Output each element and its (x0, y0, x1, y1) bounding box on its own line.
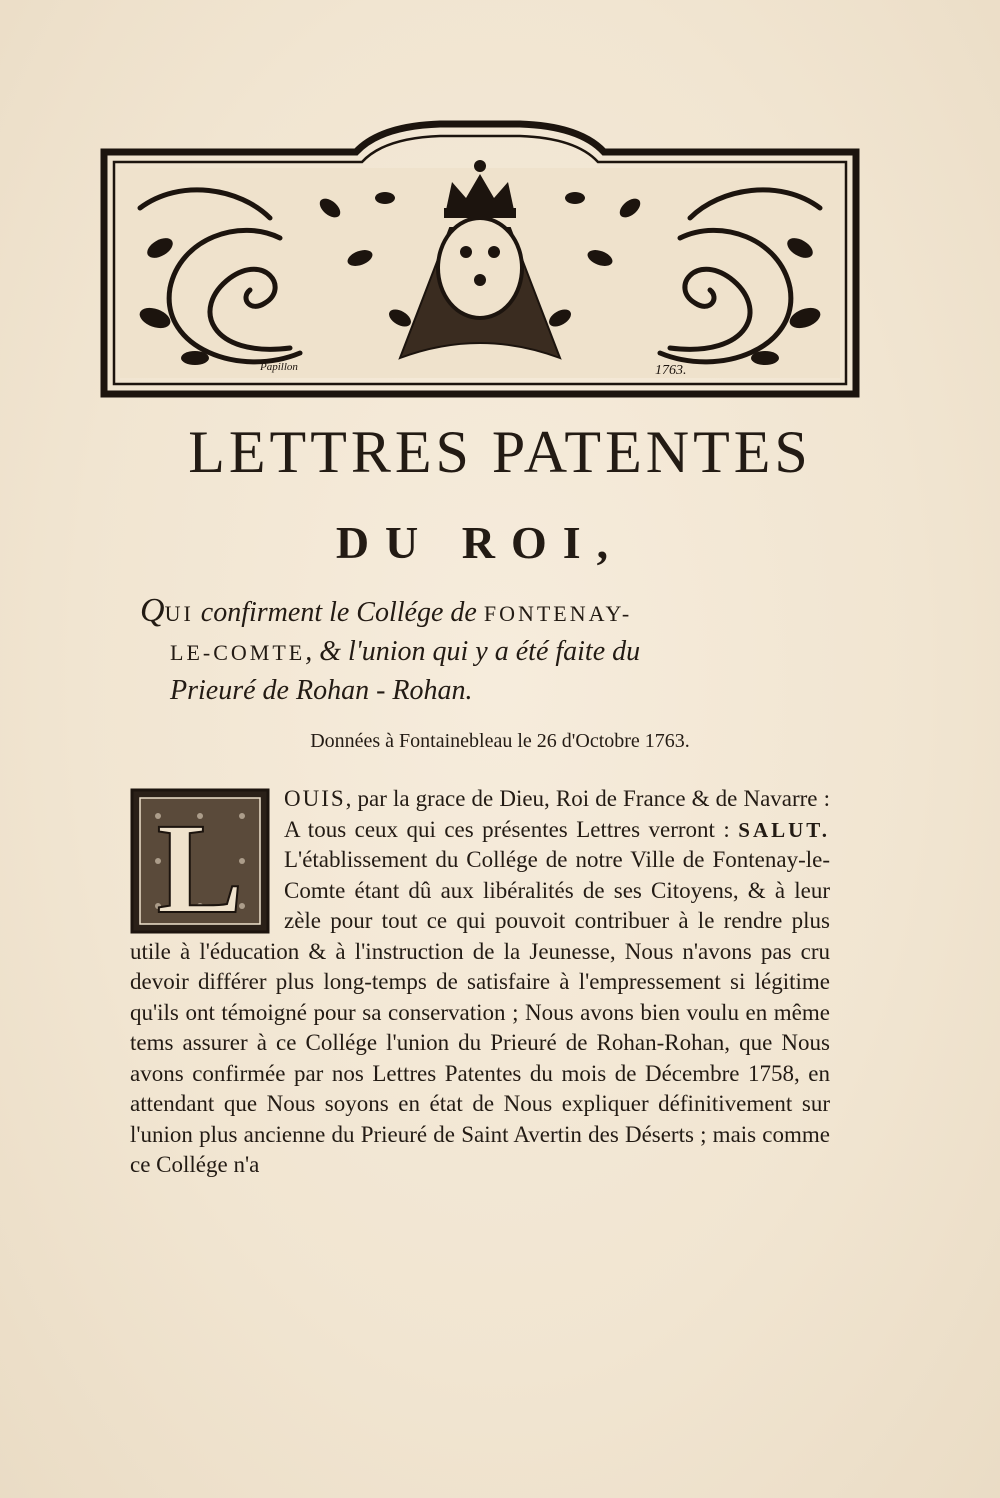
dropcap-letter: L (156, 797, 244, 934)
ornamental-headpiece (100, 118, 860, 398)
body-paragraph: OUIS, par la grace de Dieu, Roi de France & de Navarre : A tous ceux qui ces présentes Lettres verront : SALUT. L'établissement du Collége de notre Ville de Fontenay-le-Comte étant dû aux libéralités de ses Citoyens, & à leur zèle pour tout ce qui pouvoit contribuer à le rendre plus utile à l'éducation & à l'instruction de la Jeunesse, Nous n'avons pas cru devoir différer plus long-temps de satisfaire à l'empressement si légitime qu'ils ont témoigné pour sa conservation ; Nous avons bien voulu en même tems assurer à ce Collége l'union du Prieuré de Rohan-Rohan, que Nous avons confirmée par nos Lettres Patentes du mois de Décembre 1758, en attendant que Nous soyons en état de Nous expliquer définitivement sur l'union plus ancienne du Prieuré de Saint Avertin des Déserts ; mais comme ce Collége n'a (130, 786, 830, 1177)
crown-and-arms-engraving (100, 118, 860, 398)
document-title: LETTRES PATENTES (188, 419, 812, 485)
engraver-signature: Papillon (260, 361, 298, 373)
subtitle-line-3: Prieuré de Rohan - Rohan. (170, 675, 473, 706)
ornamental-dropcap (130, 788, 270, 934)
body-text (130, 784, 830, 1181)
document-subtitle-roi: DU ROI, (335, 517, 625, 568)
subtitle-line-2: LE-COMTE, & l'union qui y a été faite du (170, 636, 641, 667)
subtitle-line-1: QUI confirment le Collége de FONTENAY- (140, 592, 633, 629)
engraving-year: 1763. (655, 363, 687, 378)
decree-description (140, 592, 840, 710)
dateline: Données à Fontainebleau le 26 d'Octobre 1763. (310, 730, 690, 752)
